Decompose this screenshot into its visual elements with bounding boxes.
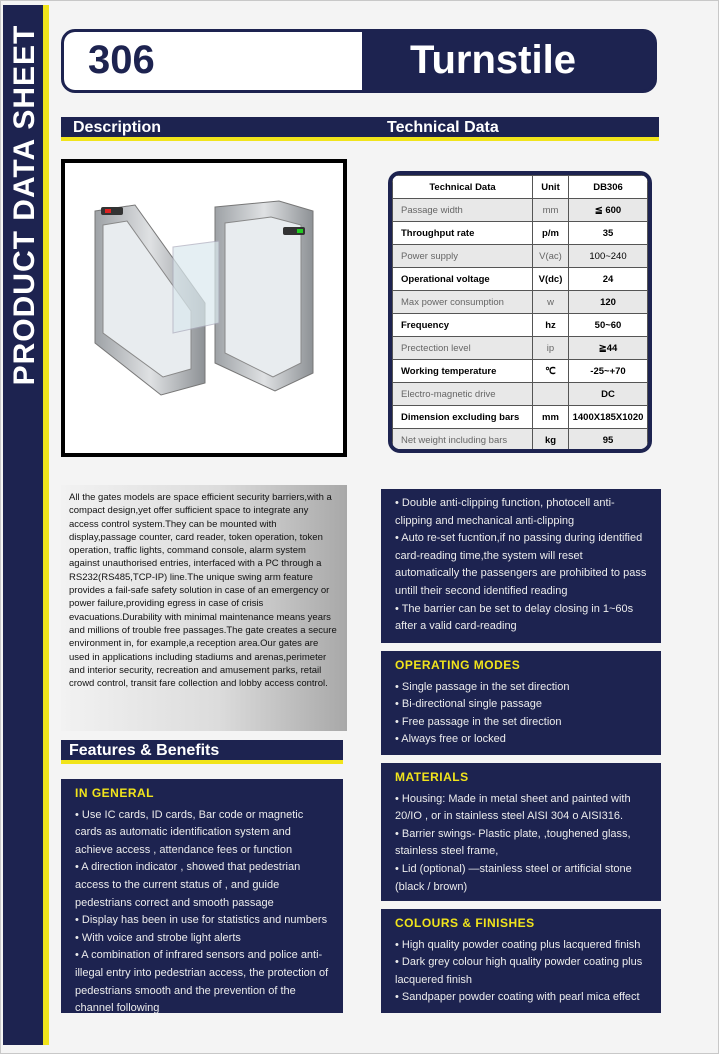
row-unit: hz: [533, 314, 569, 337]
features-right-box: [381, 489, 661, 643]
row-label: Max power consumption: [393, 291, 533, 314]
table-row: [393, 268, 648, 291]
row-label: Working temperature: [393, 360, 533, 383]
row-unit: w: [533, 291, 569, 314]
list-item: • Double anti-clipping function, photocell anti-clipping and mechanical anti-clipping: [395, 497, 615, 527]
row-label: Passage width: [393, 199, 533, 222]
product-name: Turnstile: [410, 38, 576, 82]
colours-finishes-box: [381, 909, 661, 1013]
row-label: Prectection level: [393, 337, 533, 360]
list-item: • Barrier swings- Plastic plate, ,toughened glass, stainless steel frame,: [395, 827, 631, 858]
list-item: • Always free or locked: [395, 733, 506, 746]
table-row: [393, 291, 648, 314]
table-row: [393, 314, 648, 337]
list-item: • A combination of infrared sensors and police anti-illegal entry into pedestrian access, the protection of pedestrians smooth and the prevention of the channel following: [75, 949, 329, 1015]
header-unit: Unit: [533, 176, 569, 199]
operating-modes-box: [381, 651, 661, 755]
list-item: • High quality powder coating plus lacquered finish: [395, 938, 641, 951]
row-label: Operational voltage: [393, 268, 533, 291]
list-item: • Single passage in the set direction: [395, 680, 570, 693]
operating-modes-title: OPERATING MODES: [395, 658, 521, 672]
description-heading: Description: [73, 119, 162, 136]
list-item: • Dark grey colour high quality powder coating plus lacquered finish: [395, 956, 643, 986]
row-unit: V(dc): [533, 268, 569, 291]
list-item: • Sandpaper powder coating with pearl mica effect: [395, 991, 640, 1004]
row-label: Power supply: [393, 245, 533, 268]
row-value: 1400X185X1020: [569, 406, 648, 429]
row-unit: p/m: [533, 222, 569, 245]
features-heading: Features & Benefits: [61, 740, 343, 764]
header-model: DB306: [569, 176, 648, 199]
row-value: ≦ 600: [569, 199, 648, 222]
list-item: • The barrier can be set to delay closing in 1~60s after a valid card-reading: [395, 602, 634, 633]
row-value: 120: [569, 291, 648, 314]
row-unit: mm: [533, 199, 569, 222]
list-item: • With voice and strobe light alerts: [75, 931, 241, 944]
row-value: 100~240: [569, 245, 648, 268]
model-number: 306: [88, 38, 155, 82]
sidebar-label: PRODUCT DATA SHEET: [8, 24, 41, 386]
description-text: All the gates models are space efficient security barriers,with a compact design,yet offer sufficient space to integrate any access control system.They can be mounted with display,passage counter, card reader, token operation, token operation, traffic lights, command console, alarm system against unauthorised entries, interfaced with a PC through a RS232(RS485,TCP-IP) line.The unique swing arm feature provides a fail-safe safety solution in case of an emergency or power failure,providing egress in case of crisis evacuations.Durability with minimal maintenance means years and millions of trouble free passages.The gate creates a secure environment in, for example,a reception area.Our gates are used in applications including stadiums and arenas,perimeter and interior security, recreation and amusement parks, retail crowd control, transit fare collection and lobby access control.: [61, 485, 347, 731]
table-row: [393, 429, 648, 452]
colours-finishes-title: COLOURS & FINISHES: [395, 916, 535, 930]
list-item: • Free passage in the set direction: [395, 715, 562, 728]
table-row: [393, 222, 648, 245]
list-item: • Display has been in use for statistics and numbers: [75, 914, 328, 927]
table-row: [393, 383, 648, 406]
row-unit: [533, 383, 569, 406]
row-value: ≧44: [569, 337, 648, 360]
row-value: DC: [569, 383, 648, 406]
row-value: 24: [569, 268, 648, 291]
row-label: Throughput rate: [393, 222, 533, 245]
title-banner: [61, 29, 657, 93]
list-item: • Use IC cards, ID cards, Bar code or magnetic cards as automatic identification system and achieve access , attendance fees or function: [75, 808, 304, 856]
turnstile-illustration: [65, 163, 343, 453]
table-row: [393, 406, 648, 429]
row-unit: V(ac): [533, 245, 569, 268]
table-row: [393, 199, 648, 222]
technical-data-heading: Technical Data: [387, 119, 499, 136]
section-header-bar: [61, 117, 659, 141]
table-row: [393, 360, 648, 383]
list-item: • Auto re-set fucntion,if no passing during identified card-reading time,the system will reset automatically the passengers are prohibited to pass untill their second identified reading: [395, 532, 647, 597]
product-photo: [61, 159, 347, 457]
row-label: Frequency: [393, 314, 533, 337]
in-general-title: IN GENERAL: [75, 786, 155, 800]
row-label: Electro-magnetic drive: [393, 383, 533, 406]
materials-box: [381, 763, 661, 901]
row-unit: mm: [533, 406, 569, 429]
table-header-row: [393, 176, 648, 199]
list-item: • A direction indicator , showed that pedestrian access to the current status of , and guide pedestrians correct and smooth passage: [75, 861, 301, 909]
row-value: 35: [569, 222, 648, 245]
table-row: [393, 245, 648, 268]
row-unit: ℃: [533, 360, 569, 383]
sidebar-accent-stripe: [43, 5, 49, 1045]
header-technical-data: Technical Data: [393, 176, 533, 199]
list-item: • Housing: Made in metal sheet and painted with 20/IO , or in stainless steel AISI 304 o AISI316.: [395, 792, 631, 823]
list-item: • Lid (optional) —stainless steel or artificial stone (black / brown): [395, 862, 632, 893]
in-general-box: [61, 779, 343, 1013]
technical-data-table: [388, 171, 652, 453]
row-value: 95: [569, 429, 648, 452]
row-unit: ip: [533, 337, 569, 360]
row-value: -25~+70: [569, 360, 648, 383]
row-label: Dimension excluding bars: [393, 406, 533, 429]
row-value: 50~60: [569, 314, 648, 337]
row-label: Net weight including bars: [393, 429, 533, 452]
row-unit: kg: [533, 429, 569, 452]
sidebar: [3, 5, 43, 1045]
materials-title: MATERIALS: [395, 770, 469, 784]
table-row: [393, 337, 648, 360]
list-item: • Bi-directional single passage: [395, 698, 542, 711]
